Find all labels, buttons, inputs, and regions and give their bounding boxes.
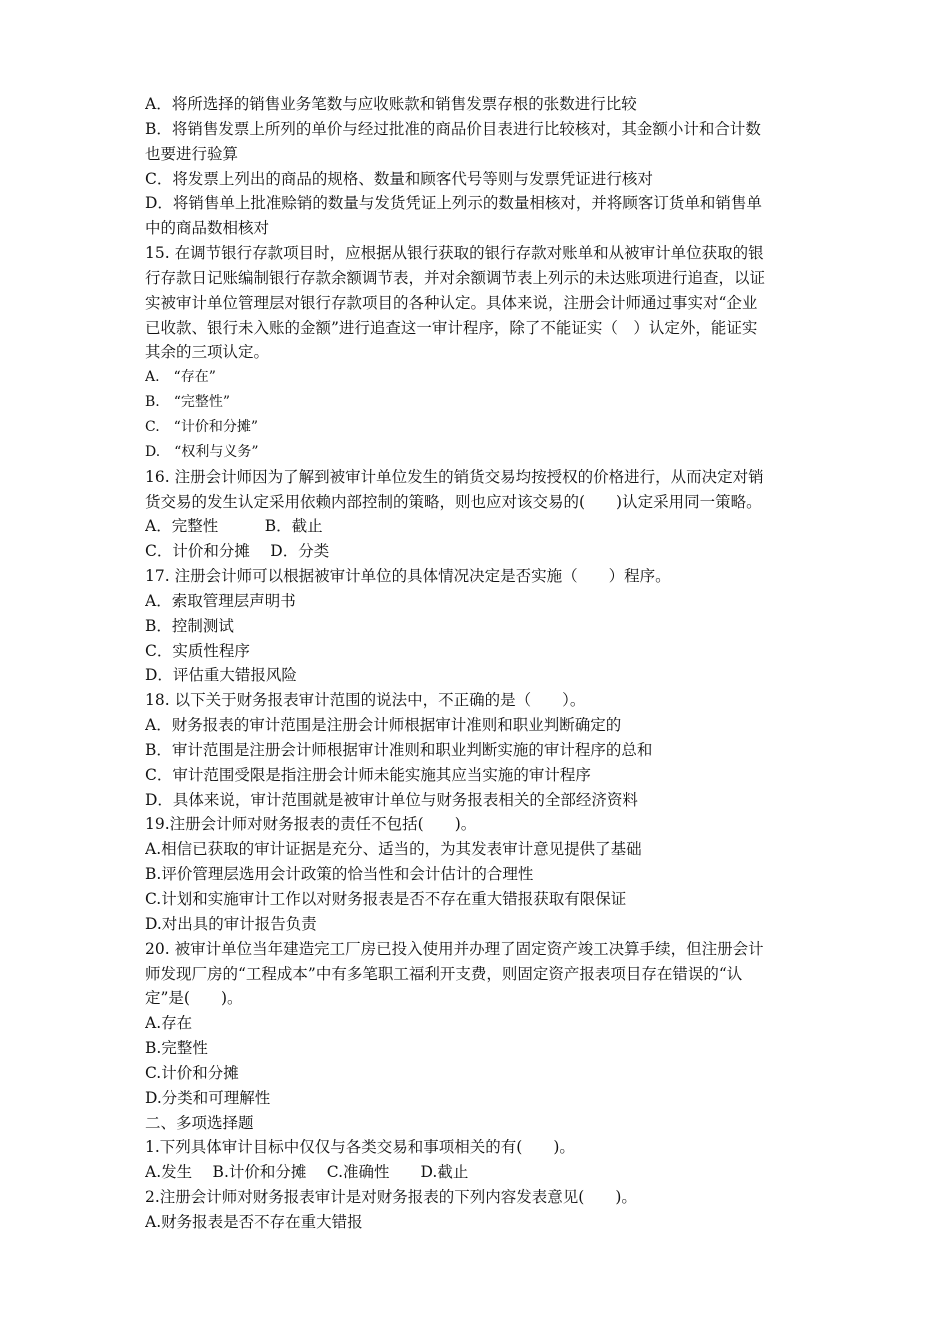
option-line: D.分类和可理解性 [145,1088,271,1107]
option-line: B.完整性 [145,1039,208,1058]
option-line: A.存在 [145,1014,193,1033]
option-line: A．完整性 B．截止 [145,517,323,536]
option-line: D．具体来说，审计范围就是被审计单位与财务报表相关的全部经济资料 [145,790,638,809]
option-line: A. “存在” [145,369,216,386]
text-line: C．将发票上列出的商品的规格、数量和顾客代号等则与发票凭证进行核对 [145,169,653,188]
text-line: 实被审计单位管理层对银行存款项目的各种认定。具体来说，注册会计师通过事实对“企业 [145,293,758,312]
option-line: A.财务报表是否不存在重大错报 [145,1212,363,1231]
text-line: D．将销售单上批准赊销的数量与发货凭证上列示的数量相核对，并将顾客订货单和销售单 [145,194,762,213]
option-line: D．评估重大错报风险 [145,666,297,685]
option-line: A．财务报表的审计范围是注册会计师根据审计准则和职业判断确定的 [145,716,622,735]
document-body [145,92,813,1235]
question-16: 16. 注册会计师因为了解到被审计单位发生的销货交易均按授权的价格进行，从而决定对销 [145,467,764,486]
question-17: 17. 注册会计师可以根据被审计单位的具体情况决定是否实施（ ）程序。 [145,567,671,586]
text-line: 已收款、银行未入账的金额”进行追查这一审计程序，除了不能证实（ ）认定外，能证实 [145,318,758,337]
text-line: 行存款日记账编制银行存款余额调节表，并对余额调节表上列示的未达账项进行追查，以证 [145,268,766,287]
text-line: 也要进行验算 [145,144,239,163]
text-line: 定”是( )。 [145,989,243,1008]
text-line: 中的商品数相核对 [145,219,270,238]
option-line: C．计价和分摊 D．分类 [145,542,330,561]
option-line: A.发生 B.计价和分摊 C.准确性 D.截止 [145,1163,469,1182]
text-line: 货交易的发生认定采用依赖内部控制的策略，则也应对该交易的( )认定采用同一策略。 [145,492,762,511]
option-line: B.评价管理层选用会计政策的恰当性和会计估计的合理性 [145,865,534,884]
question-15: 15. 在调节银行存款项目时，应根据从银行获取的银行存款对账单和从被审计单位获取的银 [145,244,764,263]
text-line: 其余的三项认定。 [145,343,270,362]
option-line: C. “计价和分摊” [145,418,258,435]
section-heading: 二、多项选择题 [145,1113,254,1132]
option-line: A．索取管理层声明书 [145,591,296,610]
option-line: C．实质性程序 [145,641,250,660]
option-line: B. “完整性” [145,394,231,411]
option-line: D.对出具的审计报告负责 [145,914,317,933]
question-20: 20. 被审计单位当年建造完工厂房已投入使用并办理了固定资产竣工决算手续，但注册会计 [145,939,764,958]
question-18: 18. 以下关于财务报表审计范围的说法中，不正确的是（ ）。 [145,691,586,710]
text-line: B．将销售发票上所列的单价与经过批准的商品价目表进行比较核对，其金额小计和合计数 [145,119,761,138]
option-line: A.相信已获取的审计证据是充分、适当的，为其发表审计意见提供了基础 [145,840,642,859]
multi-question-1: 1.下列具体审计目标中仅仅与各类交易和事项相关的有( )。 [145,1138,575,1157]
text-line: A．将所选择的销售业务笔数与应收账款和销售发票存根的张数进行比较 [145,95,637,113]
question-19: 19.注册会计师对财务报表的责任不包括( )。 [145,815,477,834]
multi-question-2: 2.注册会计师对财务报表审计是对财务报表的下列内容发表意见( )。 [145,1188,637,1207]
text-line: 师发现厂房的“工程成本”中有多笔职工福利开支费，则固定资产报表项目存在错误的“认 [145,964,743,983]
option-line: C.计价和分摊 [145,1063,239,1082]
option-line: D. “权利与义务” [145,443,259,460]
option-line: B．控制测试 [145,616,234,635]
option-line: C.计划和实施审计工作以对财务报表是否不存在重大错报获取有限保证 [145,890,627,908]
option-line: C．审计范围受限是指注册会计师未能实施其应当实施的审计程序 [145,765,591,784]
option-line: B．审计范围是注册会计师根据审计准则和职业判断实施的审计程序的总和 [145,740,653,759]
